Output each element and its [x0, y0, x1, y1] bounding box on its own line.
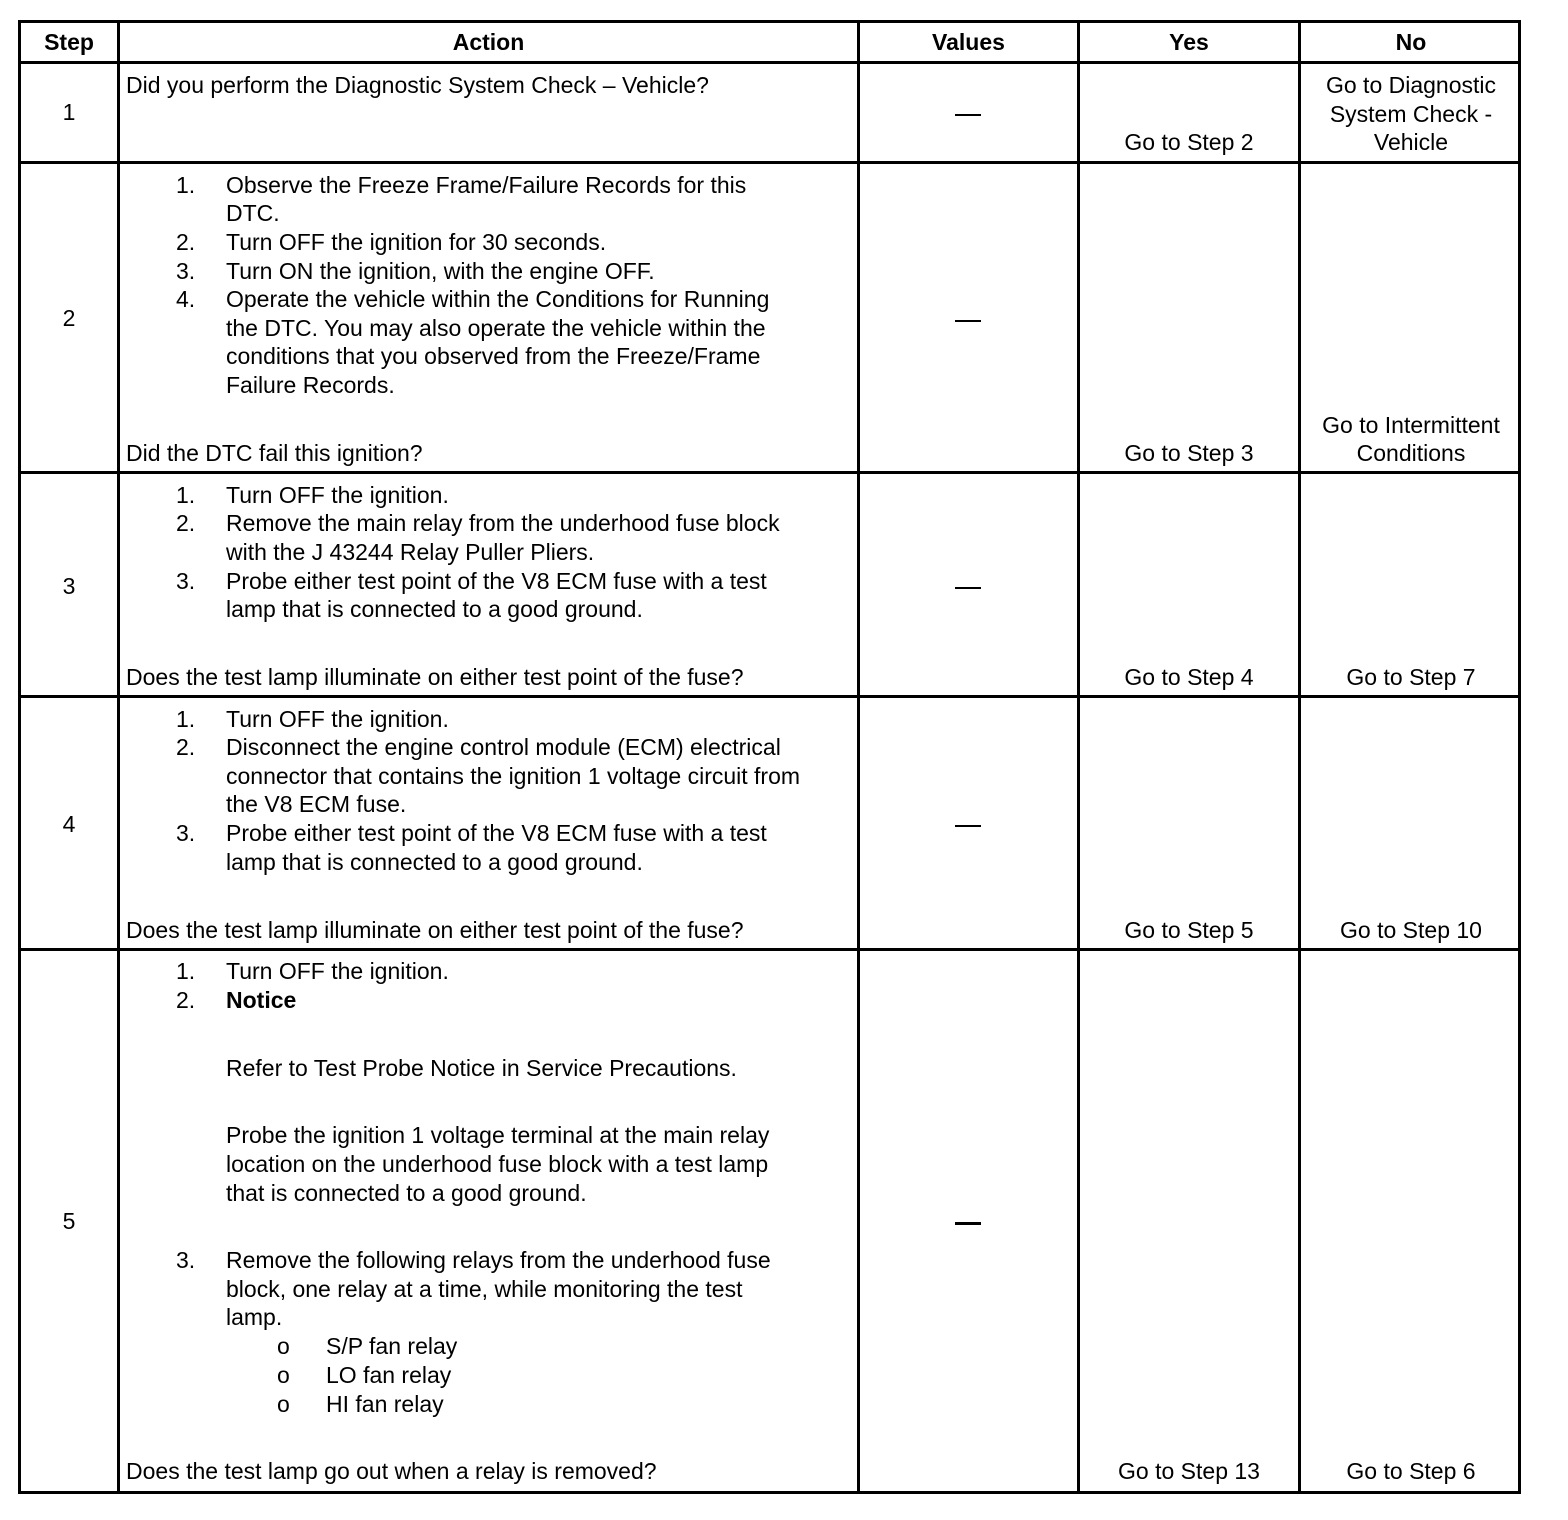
- notice-heading: Notice: [226, 987, 297, 1013]
- no-action-line: Conditions: [1356, 440, 1466, 466]
- list-text: location on the underhood fuse block with a test lamp: [226, 1151, 769, 1177]
- list-number: 3.: [176, 1247, 196, 1273]
- list-text: lamp.: [226, 1304, 283, 1330]
- list-text: block, one relay at a time, while monitoring the test: [226, 1276, 743, 1302]
- relay-item: LO fan relay: [326, 1362, 452, 1388]
- action-question: Did the DTC fail this ignition?: [126, 440, 423, 466]
- values-dash: [955, 587, 981, 589]
- list-number: 1.: [176, 958, 196, 984]
- list-text: Turn OFF the ignition.: [226, 482, 449, 508]
- list-text: that is connected to a good ground.: [226, 1180, 587, 1206]
- list-text: Probe either test point of the V8 ECM fuse with a test: [226, 568, 767, 594]
- bullet: o: [277, 1362, 290, 1388]
- step-number: 5: [62, 1208, 76, 1234]
- yes-action: Go to Step 13: [1118, 1458, 1260, 1484]
- list-number: 2.: [176, 987, 196, 1013]
- list-text: Disconnect the engine control module (ECM) electrical: [226, 734, 781, 760]
- step-number: 2: [62, 305, 76, 331]
- list-number: 2.: [176, 229, 196, 255]
- step-number: 4: [62, 811, 76, 837]
- list-number: 2.: [176, 510, 196, 536]
- list-number: 3.: [176, 568, 196, 594]
- list-text: DTC.: [226, 200, 280, 226]
- list-text: Probe either test point of the V8 ECM fuse with a test: [226, 820, 767, 846]
- list-number: 1.: [176, 706, 196, 732]
- list-number: 3.: [176, 820, 196, 846]
- header-yes: Yes: [1169, 29, 1209, 55]
- row-divider: [21, 948, 1518, 951]
- list-text: the DTC. You may also operate the vehicle within the: [226, 315, 766, 341]
- values-dash: [955, 320, 981, 322]
- yes-action: Go to Step 3: [1124, 440, 1254, 466]
- yes-action: Go to Step 2: [1124, 129, 1254, 155]
- list-number: 1.: [176, 172, 196, 198]
- list-text: Remove the main relay from the underhood fuse block: [226, 510, 780, 536]
- no-action: Go to Step 7: [1346, 664, 1476, 690]
- list-text: lamp that is connected to a good ground.: [226, 849, 643, 875]
- no-action-line: Vehicle: [1373, 129, 1449, 155]
- list-number: 1.: [176, 482, 196, 508]
- step-number: 3: [62, 573, 76, 599]
- list-text: Probe the ignition 1 voltage terminal at the main relay: [226, 1122, 770, 1148]
- header-step: Step: [44, 29, 94, 55]
- no-action: Go to Step 10: [1340, 917, 1482, 943]
- list-number: 2.: [176, 734, 196, 760]
- list-text: Turn OFF the ignition.: [226, 706, 449, 732]
- list-text: Failure Records.: [226, 372, 395, 398]
- no-action-line: Go to Diagnostic: [1325, 72, 1497, 98]
- no-action-line: Go to Intermittent: [1322, 412, 1500, 438]
- column-divider: [857, 23, 860, 1491]
- row-divider: [21, 61, 1518, 64]
- list-text: Observe the Freeze Frame/Failure Records for this: [226, 172, 747, 198]
- yes-action: Go to Step 4: [1124, 664, 1254, 690]
- list-text: Turn OFF the ignition for 30 seconds.: [226, 229, 607, 255]
- header-no: No: [1395, 29, 1427, 55]
- bullet: o: [277, 1391, 290, 1417]
- row-divider: [21, 695, 1518, 698]
- column-divider: [1077, 23, 1080, 1491]
- action-question: Does the test lamp illuminate on either test point of the fuse?: [126, 917, 744, 943]
- no-action: Go to Step 6: [1346, 1458, 1476, 1484]
- list-text: connector that contains the ignition 1 voltage circuit from: [226, 763, 801, 789]
- notice-text: Refer to Test Probe Notice in Service Precautions.: [226, 1055, 737, 1081]
- list-text: lamp that is connected to a good ground.: [226, 596, 643, 622]
- relay-item: HI fan relay: [326, 1391, 444, 1417]
- list-text: the V8 ECM fuse.: [226, 791, 407, 817]
- header-action: Action: [452, 29, 525, 55]
- no-action-line: System Check -: [1329, 101, 1493, 127]
- values-dash: [955, 1222, 981, 1225]
- bullet: o: [277, 1333, 290, 1359]
- column-divider: [1298, 23, 1301, 1491]
- list-number: 3.: [176, 258, 196, 284]
- values-dash: [955, 825, 981, 827]
- action-question: Did you perform the Diagnostic System Check – Vehicle?: [126, 72, 709, 98]
- step-number: 1: [62, 99, 76, 125]
- action-question: Does the test lamp go out when a relay is removed?: [126, 1458, 657, 1484]
- list-text: Operate the vehicle within the Conditions for Running: [226, 286, 770, 312]
- row-divider: [21, 471, 1518, 474]
- header-values: Values: [932, 29, 1005, 55]
- list-number: 4.: [176, 286, 196, 312]
- list-text: Remove the following relays from the underhood fuse: [226, 1247, 771, 1273]
- list-text: conditions that you observed from the Freeze/Frame: [226, 343, 761, 369]
- column-divider: [117, 23, 120, 1491]
- list-text: Turn OFF the ignition.: [226, 958, 449, 984]
- yes-action: Go to Step 5: [1124, 917, 1254, 943]
- values-dash: [955, 114, 981, 116]
- list-text: Turn ON the ignition, with the engine OFF.: [226, 258, 655, 284]
- relay-item: S/P fan relay: [326, 1333, 458, 1359]
- action-question: Does the test lamp illuminate on either test point of the fuse?: [126, 664, 744, 690]
- row-divider: [21, 161, 1518, 164]
- list-text: with the J 43244 Relay Puller Pliers.: [226, 539, 595, 565]
- diagnostic-table: [18, 20, 1521, 1494]
